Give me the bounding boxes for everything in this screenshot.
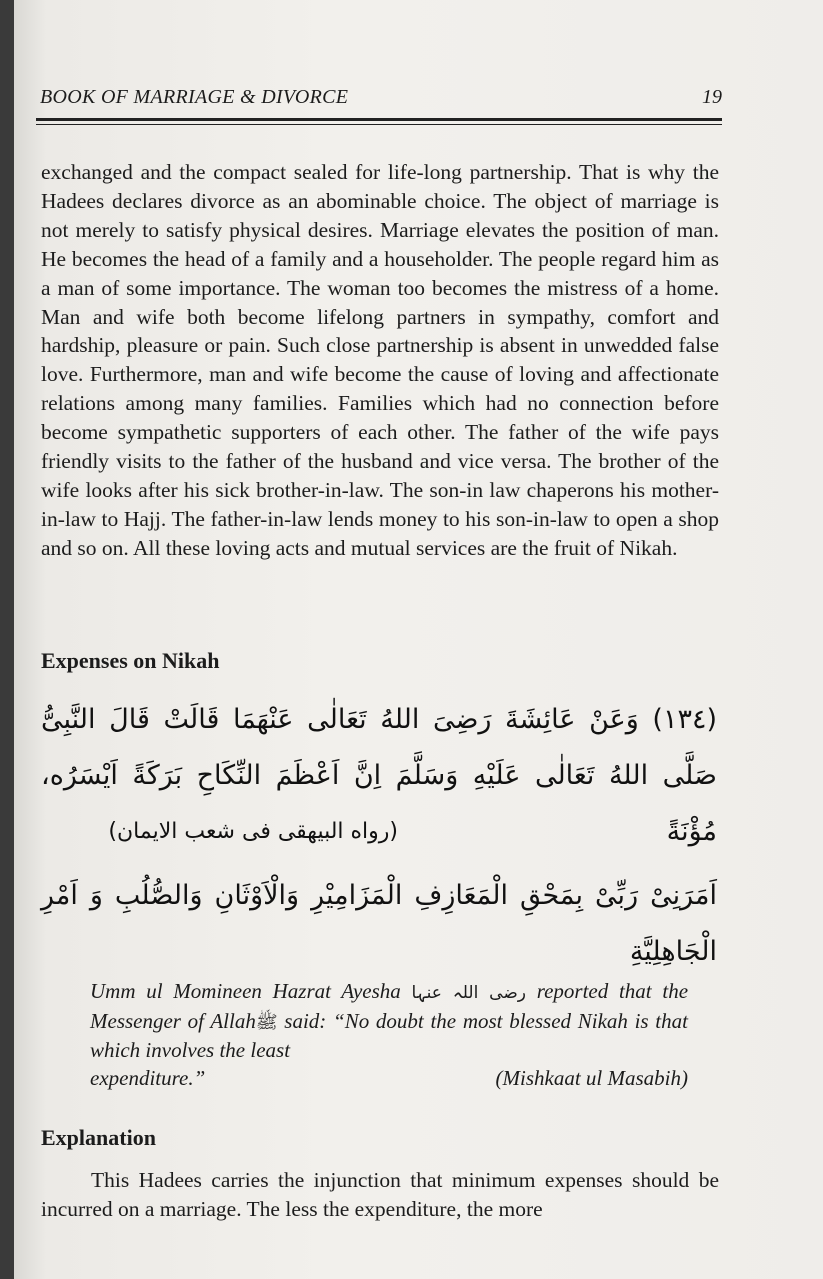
paragraph-marriage-benefits: exchanged and the compact sealed for life-long partnership. That is why the Hadees declares divorce as an abominable choice. The object of marriage is not merely to satisfy physical desires. Marriage elevates the position of man. He becomes the head of a family and a householder. The people regard him as a man of some importance. The woman too becomes the mistress of a home. Man and wife both become lifelong partners in sympathy, comfort and hardship, pleasure or pain. Such close partnership is absent in unwedded false love. Furthermore, man and wife become the cause of loving and affectionate relations among many families. Families which had no connection before become sympathetic supporters of each other. The father of the wife pays friendly visits to the father of the husband and vice versa. The brother of the wife looks after his sick brother-in-law. The son-in law chaperons his mother-in-law to Hajj. The father-in-law lends money to his son-in-law to open a shop and so on. All these loving acts and mutual services are the fruit of Nikah. xyxy=(41,160,719,560)
hadith-translation xyxy=(90,977,688,1092)
book-title: BOOK OF MARRIAGE & DIVORCE xyxy=(40,86,349,108)
quote-last-line xyxy=(90,1064,688,1092)
quote-source: (Mishkaat ul Masabih) xyxy=(495,1066,688,1090)
header-rule-thick xyxy=(36,118,722,121)
header-rule-thin xyxy=(36,124,722,125)
quote-line2-rest: said: “No doubt the most blessed Nikah is that which involves the least xyxy=(90,1009,688,1062)
arabic-hadith-reference: (رواه البیهقی فی شعب الايمان) xyxy=(108,819,398,844)
section-heading-explanation: Explanation xyxy=(41,1125,156,1150)
body-text xyxy=(41,158,719,563)
arabic-hadith-text: (١٣٤) وَعَنْ عَائِشَةَ رَضِیَ اللهُ تَعَالٰی عَنْهَمَا قَالَتْ قَالَ النَّبِیُّ صَلَّی اللهُ تَعَالٰی عَلَيْهِ وَسَلَّمَ اِنَّ اَعْظَمَ النِّكَاحِ بَرَكَةً اَيْسَرُه، مُؤْنَةً xyxy=(41,704,717,847)
paragraph-explanation: This Hadees carries the injunction that minimum expenses should be incurred on a marriage. The less the expenditure, the more xyxy=(41,1168,719,1221)
section-heading-expenses: Expenses on Nikah xyxy=(41,648,220,673)
quote-line2-text: that the Messenger of Allah xyxy=(90,979,689,1033)
book-page xyxy=(14,0,823,1279)
arabic-hadith-text-2: اَمَرَنِیْ رَبِّیْ بِمَحْقِ الْمَعَازِفِ الْمَزَامِيْرِ وَالْاَوْثَانِ وَالصُّلُبِ وَ اَمْرِ الْجَاهِلِيَّةِ xyxy=(41,880,717,967)
honorific-arabic: رضی اللہ عنہا xyxy=(411,983,526,1003)
page-number: 19 xyxy=(702,86,722,108)
running-header xyxy=(40,86,722,114)
quote-line4-text: expenditure.” xyxy=(90,1066,206,1090)
salutation-symbol-icon: ﷺ xyxy=(255,1012,278,1032)
quote-line1-text: Umm ul Momineen Hazrat Ayesha xyxy=(90,979,401,1003)
quote-reported: reported xyxy=(536,979,609,1003)
